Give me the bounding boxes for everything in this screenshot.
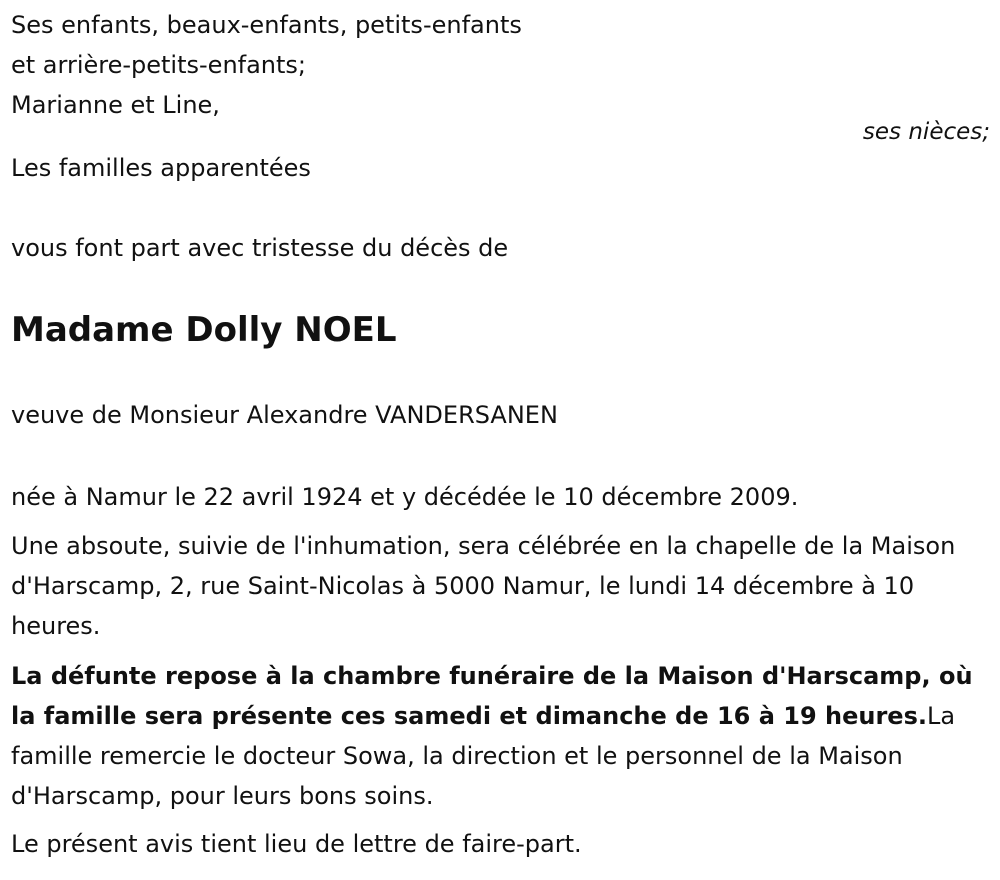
deceased-name: Madame Dolly NOEL (11, 310, 397, 350)
family-line-children: Ses enfants, beaux-enfants, petits-enfants (11, 11, 522, 39)
notice-footer: Le présent avis tient lieu de lettre de faire-part. (11, 830, 582, 858)
thanks-text: La famille remercie le docteur Sowa, la direction et le personnel de la Maison d'Harscamp, pour leurs bons soins. (11, 702, 956, 810)
related-families: Les familles apparentées (11, 154, 311, 182)
family-list (11, 5, 522, 125)
birth-death-dates: née à Namur le 22 avril 1924 et y décédée le 10 décembre 2009. (11, 483, 799, 511)
widow-of: veuve de Monsieur Alexandre VANDERSANEN (11, 401, 558, 429)
wake-details: La défunte repose à la chambre funéraire de la Maison d'Harscamp, où la famille sera présente ces samedi et dimanche de 16 à 19 heures. (11, 662, 973, 730)
family-line-great-grandchildren: et arrière-petits-enfants; (11, 51, 307, 79)
announcement-intro: vous font part avec tristesse du décès de (11, 234, 509, 262)
nieces-role-label: ses nièces; (862, 119, 990, 145)
ceremony-details: Une absoute, suivie de l'inhumation, sera célébrée en la chapelle de la Maison d'Harscamp, 2, rue Saint-Nicolas à 5000 Namur, le lundi 14 décembre à 10 heures. (11, 532, 956, 640)
family-line-nieces-names: Marianne et Line, (11, 91, 220, 119)
wake-paragraph (11, 656, 986, 816)
